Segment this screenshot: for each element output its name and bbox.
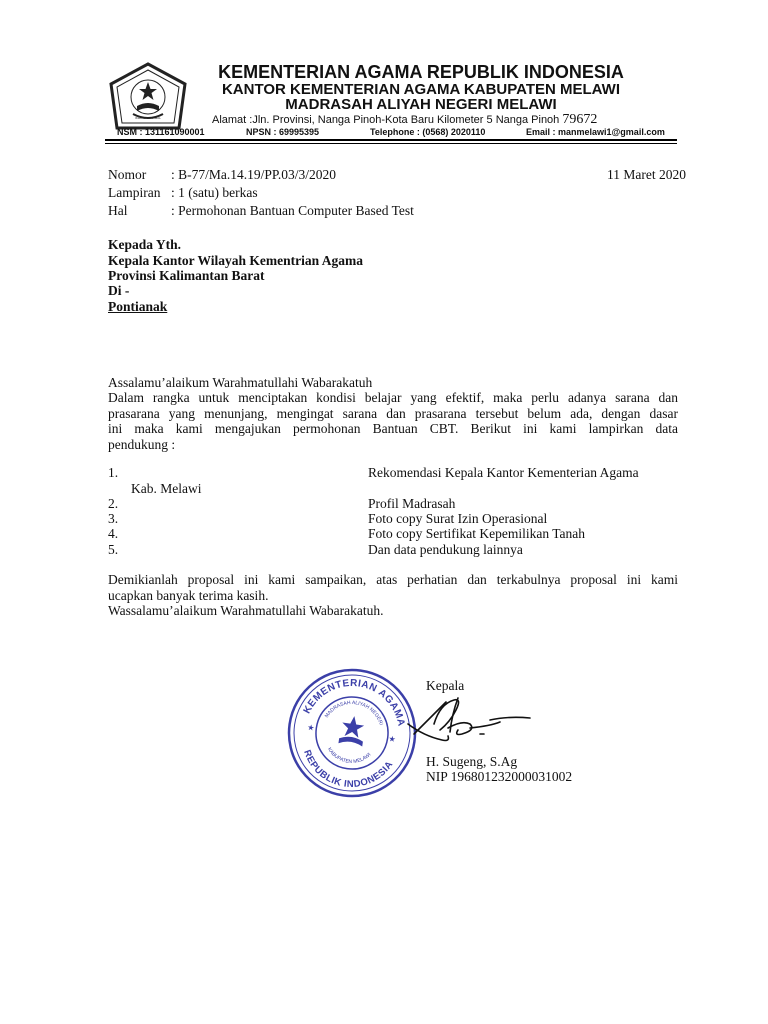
farewell: Wassalamu’alaikum Warahmatullahi Wabarakatuh.: [108, 603, 384, 618]
greeting: Assalamu’alaikum Warahmatullahi Wabarakatuh: [108, 375, 373, 390]
hal-label: Hal: [108, 203, 128, 218]
letterhead-address: [212, 112, 597, 128]
svg-text:★: ★: [387, 734, 397, 745]
stamp-bottom-text: REPUBLIK INDONESIA: [301, 748, 396, 791]
stamp-ink: [285, 666, 419, 800]
handwritten-signature: [404, 690, 534, 750]
list-item-text: Rekomendasi Kepala Kantor Kementerian Agama: [368, 465, 639, 480]
nomor-label: Nomor: [108, 167, 147, 182]
list-item-text: Foto copy Surat Izin Operasional: [368, 511, 548, 526]
ministry-emblem-logo: [109, 62, 187, 132]
svg-text:IKHLAS BERAMAL: IKHLAS BERAMAL: [135, 116, 161, 120]
closing-paragraph: [108, 572, 678, 603]
address-postcode: 79672: [562, 112, 598, 127]
signatory-title: Kepala: [426, 678, 465, 693]
stamp-inner-text-2: KABUPATEN MELAWI: [326, 746, 373, 766]
recipient-city: Pontianak: [108, 299, 168, 314]
recipient-line-2: Kepala Kantor Wilayah Kementrian Agama: [108, 253, 364, 268]
closing-paragraph-line: Demikianlah proposal ini kami sampaikan, atas perhatian dan terkabulnya proposal ini kami: [108, 572, 678, 587]
hal-value: : Permohonan Bantuan Computer Based Test: [171, 203, 414, 218]
list-item-number: 1.: [108, 465, 119, 480]
list-item-number: 3.: [108, 511, 119, 526]
signatory-name: H. Sugeng, S.Ag: [426, 754, 518, 769]
stamp-top-text: KEMENTERIAN AGAMA: [301, 677, 407, 728]
address-text: Alamat :Jln. Provinsi, Nanga Pinoh-Kota Baru Kilometer 5 Nanga Pinoh: [212, 114, 560, 126]
letterhead-office: KANTOR KEMENTERIAN AGAMA KABUPATEN MELAWI: [221, 81, 621, 98]
lampiran-label: Lampiran: [108, 185, 161, 200]
official-stamp: [285, 666, 419, 800]
svg-text:KABUPATEN MELAWI: [324, 746, 373, 768]
nomor-value: : B-77/Ma.14.19/PP.03/3/2020: [171, 167, 337, 182]
list-item-number: 2.: [108, 496, 119, 511]
letterhead-nsm: NSM : 131161090001: [117, 127, 205, 137]
list-item-text: Profil Madrasah: [368, 496, 456, 511]
letterhead-npsn: NPSN : 69995395: [246, 127, 320, 137]
list-item-text: Foto copy Sertifikat Kepemilikan Tanah: [368, 526, 586, 541]
body-paragraph-line: pendukung :: [108, 436, 176, 452]
list-item-number: 4.: [108, 526, 119, 541]
list-item-number: 5.: [108, 542, 119, 557]
lampiran-value: : 1 (satu) berkas: [171, 185, 258, 200]
svg-text:★: ★: [306, 722, 316, 733]
letter-date: 11 Maret 2020: [607, 167, 686, 182]
list-item-text: Dan data pendukung lainnya: [368, 542, 523, 557]
letterhead-telephone: Telephone : (0568) 2020110: [370, 127, 486, 137]
body-paragraph: [108, 390, 678, 452]
body-paragraph-line: prasarana yang menunjang, mengingat sarana dan prasarana tersebut belum ada, dengan dasar: [108, 405, 678, 421]
stamp-inner-text-1: MADRASAH ALIYAH NEGERI: [323, 699, 384, 727]
recipient-line-4: Di -: [108, 283, 130, 298]
list-item-continuation: Kab. Melawi: [131, 481, 202, 496]
letterhead-ministry: KEMENTERIAN AGAMA REPUBLIK INDONESIA: [218, 62, 624, 82]
letterhead-school: MADRASAH ALIYAH NEGERI MELAWI: [285, 96, 557, 113]
body-paragraph-line: ini maka kami mengajukan permohonan Bantuan CBT. Berikut ini kami lampirkan data: [108, 421, 678, 437]
body-paragraph-line: Dalam rangka untuk menciptakan kondisi belajar yang efektif, maka perlu adanya sarana dan: [108, 390, 678, 405]
letterhead-rule-thick: [105, 139, 677, 141]
closing-paragraph-line: ucapkan banyak terima kasih.: [108, 587, 269, 603]
signatory-nip: NIP 196801232000031002: [426, 769, 573, 784]
recipient-line-1: Kepada Yth.: [108, 237, 182, 252]
recipient-line-3: Provinsi Kalimantan Barat: [108, 268, 265, 283]
letterhead-rule-thin: [105, 143, 677, 144]
letterhead-email: Email : manmelawi1@gmail.com: [526, 127, 665, 137]
